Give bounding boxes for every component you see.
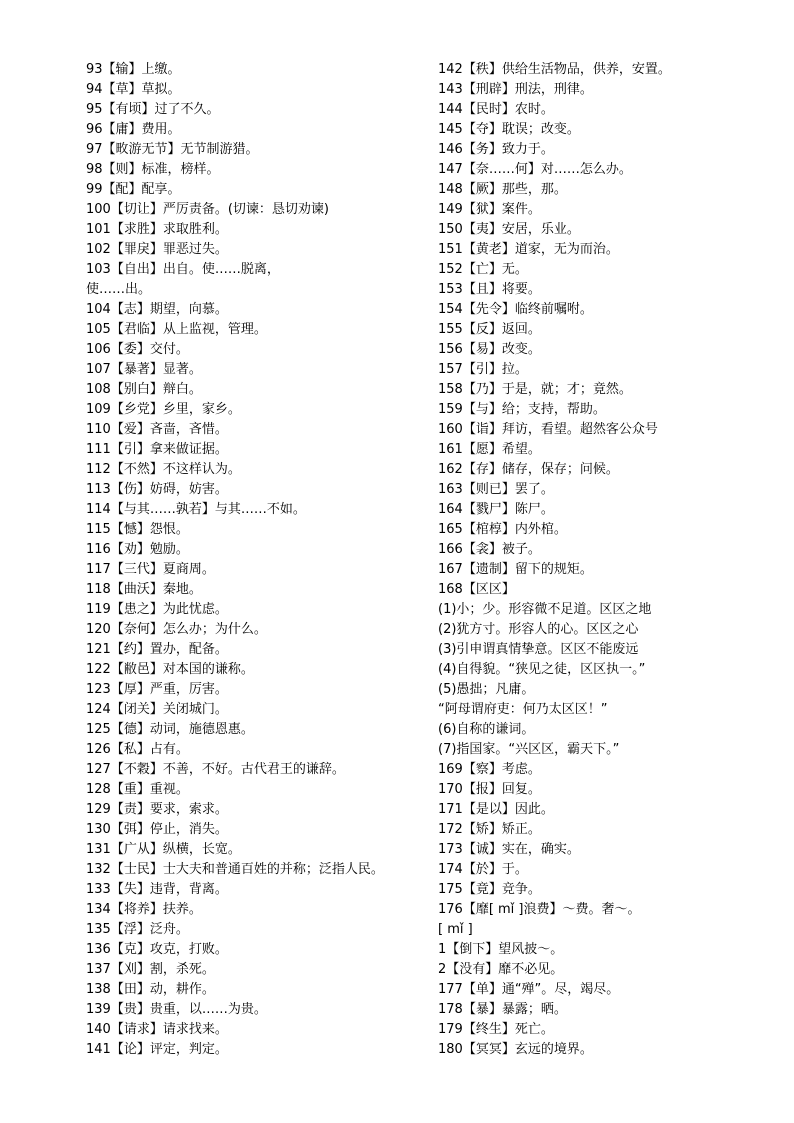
glossary-entry: 145【夺】耽误；改变。 bbox=[438, 122, 580, 137]
glossary-entry: 156【易】改变。 bbox=[438, 342, 541, 357]
glossary-entry: 129【责】要求，索求。 bbox=[86, 802, 228, 817]
glossary-entry: 110【爱】吝啬，吝惜。 bbox=[86, 422, 228, 437]
glossary-entry: 176【靡[ mǐ ]浪费】～费。奢～。 bbox=[438, 902, 641, 917]
glossary-entry: (7)指国家。“兴区区，霸天下。” bbox=[438, 742, 620, 757]
glossary-entry: 97【畋游无节】无节制游猎。 bbox=[86, 142, 259, 157]
glossary-entry: 120【奈何】怎么办；为什么。 bbox=[86, 622, 267, 637]
glossary-entry: 128【重】重视。 bbox=[86, 782, 189, 797]
glossary-entry: 171【是以】因此。 bbox=[438, 802, 554, 817]
glossary-entry: 105【君临】从上监视，管理。 bbox=[86, 322, 267, 337]
glossary-entry: 112【不然】不这样认为。 bbox=[86, 462, 241, 477]
glossary-entry: 140【请求】请求找来。 bbox=[86, 1022, 228, 1037]
glossary-entry: 174【於】于。 bbox=[438, 862, 528, 877]
glossary-entry: 177【单】通“殚”。尽，竭尽。 bbox=[438, 982, 620, 997]
glossary-entry: 164【戮尸】陈尸。 bbox=[438, 502, 554, 517]
glossary-entry: 169【察】考虑。 bbox=[438, 762, 541, 777]
glossary-entry: 142【秩】供给生活物品，供养，安置。 bbox=[438, 62, 671, 77]
glossary-entry: 99【配】配享。 bbox=[86, 182, 181, 197]
glossary-entry: 159【与】给；支持，帮助。 bbox=[438, 402, 606, 417]
glossary-entry: 121【约】置办，配备。 bbox=[86, 642, 228, 657]
glossary-entry: 107【暴著】显著。 bbox=[86, 362, 202, 377]
glossary-entry: 132【士民】士大夫和普通百姓的并称；泛指人民。 bbox=[86, 862, 384, 877]
glossary-entry: 170【报】回复。 bbox=[438, 782, 541, 797]
glossary-entry: 167【遗制】留下的规矩。 bbox=[438, 562, 593, 577]
glossary-entry: 153【且】将要。 bbox=[438, 282, 541, 297]
glossary-entry: 135【浮】泛舟。 bbox=[86, 922, 189, 937]
glossary-entry: 113【伤】妨碍，妨害。 bbox=[86, 482, 228, 497]
glossary-entry: 136【克】攻克，打败。 bbox=[86, 942, 228, 957]
glossary-entry: 111【引】拿来做证据。 bbox=[86, 442, 228, 457]
glossary-entry: 161【愿】希望。 bbox=[438, 442, 541, 457]
glossary-entry: 139【贵】贵重，以……为贵。 bbox=[86, 1002, 267, 1017]
glossary-entry: 114【与其……孰若】与其……不如。 bbox=[86, 502, 306, 517]
glossary-entry: 102【罪戾】罪恶过失。 bbox=[86, 242, 228, 257]
glossary-entry: (4)自得貌。“狭见之徒，区区执一。” bbox=[438, 662, 646, 677]
glossary-entry: 146【务】致力于。 bbox=[438, 142, 554, 157]
glossary-entry: 115【憾】怨恨。 bbox=[86, 522, 189, 537]
glossary-entry: (5)愚拙；凡庸。 bbox=[438, 682, 535, 697]
glossary-entry: 150【夷】安居，乐业。 bbox=[438, 222, 580, 237]
glossary-entry: 148【厥】那些，那。 bbox=[438, 182, 567, 197]
glossary-entry: 101【求胜】求取胜利。 bbox=[86, 222, 228, 237]
glossary-entry: 165【棺椁】内外棺。 bbox=[438, 522, 567, 537]
glossary-entry: 103【自出】出自。使……脱离， bbox=[86, 262, 280, 277]
glossary-entry: 100【切让】严厉责备。(切谏：恳切劝谏) bbox=[86, 202, 329, 217]
glossary-entry: 180【冥冥】玄远的境界。 bbox=[438, 1042, 593, 1057]
glossary-entry: (6)自称的谦词。 bbox=[438, 722, 535, 737]
glossary-entry: 123【厚】严重，厉害。 bbox=[86, 682, 228, 697]
glossary-entry: 使……出。 bbox=[86, 282, 152, 297]
glossary-entry: (3)引申谓真情挚意。区区不能废远 bbox=[438, 642, 639, 657]
glossary-entry: 127【不穀】不善，不好。古代君王的谦辞。 bbox=[86, 762, 345, 777]
glossary-entry: 151【黄老】道家，无为而治。 bbox=[438, 242, 619, 257]
left-column bbox=[86, 60, 426, 1060]
glossary-entry: 157【引】拉。 bbox=[438, 362, 528, 377]
glossary-entry: 116【劝】勉励。 bbox=[86, 542, 189, 557]
glossary-entry: 118【曲沃】秦地。 bbox=[86, 582, 202, 597]
glossary-entry: 94【草】草拟。 bbox=[86, 82, 181, 97]
glossary-entry: 109【乡党】乡里，家乡。 bbox=[86, 402, 241, 417]
glossary-entry: 152【亡】无。 bbox=[438, 262, 528, 277]
glossary-entry: 175【竟】竞争。 bbox=[438, 882, 541, 897]
glossary-entry: 155【反】返回。 bbox=[438, 322, 541, 337]
glossary-entry: “阿母谓府吏：何乃太区区！” bbox=[438, 702, 608, 717]
glossary-entry: 95【有顷】过了不久。 bbox=[86, 102, 220, 117]
glossary-entry: 124【闭关】关闭城门。 bbox=[86, 702, 228, 717]
glossary-entry: 137【刈】割，杀死。 bbox=[86, 962, 215, 977]
glossary-entry: 130【弭】停止，消失。 bbox=[86, 822, 228, 837]
glossary-entry: 108【别白】辩白。 bbox=[86, 382, 202, 397]
glossary-entry: (1)小；少。形容微不足道。区区之地 bbox=[438, 602, 652, 617]
glossary-entry: (2)犹方寸。形容人的心。区区之心 bbox=[438, 622, 639, 637]
glossary-entry: 179【终生】死亡。 bbox=[438, 1022, 554, 1037]
right-column bbox=[438, 60, 768, 1060]
glossary-entry: 149【狱】案件。 bbox=[438, 202, 541, 217]
glossary-entry: 1【倒下】望风披～。 bbox=[438, 942, 564, 957]
glossary-entry: 119【患之】为此忧虑。 bbox=[86, 602, 228, 617]
glossary-entry: 147【奈……何】对……怎么办。 bbox=[438, 162, 632, 177]
glossary-entry: 131【广从】纵横，长宽。 bbox=[86, 842, 241, 857]
glossary-entry: 138【田】动，耕作。 bbox=[86, 982, 215, 997]
glossary-entry: [ mǐ ] bbox=[438, 922, 473, 937]
glossary-entry: 98【则】标准，榜样。 bbox=[86, 162, 220, 177]
glossary-entry: 166【衾】被子。 bbox=[438, 542, 541, 557]
glossary-entry: 96【庸】费用。 bbox=[86, 122, 181, 137]
glossary-entry: 134【将养】扶养。 bbox=[86, 902, 202, 917]
glossary-entry: 160【诣】拜访，看望。超然客公众号 bbox=[438, 422, 658, 437]
glossary-entry: 162【存】储存，保存；问候。 bbox=[438, 462, 619, 477]
glossary-entry: 133【失】违背，背离。 bbox=[86, 882, 228, 897]
glossary-entry: 173【诚】实在，确实。 bbox=[438, 842, 580, 857]
glossary-entry: 93【输】上缴。 bbox=[86, 62, 181, 77]
glossary-entry: 122【敝邑】对本国的谦称。 bbox=[86, 662, 254, 677]
glossary-entry: 168【区区】 bbox=[438, 582, 515, 597]
glossary-entry: 158【乃】于是，就；才；竟然。 bbox=[438, 382, 632, 397]
glossary-entry: 104【志】期望，向慕。 bbox=[86, 302, 228, 317]
glossary-entry: 125【德】动词，施德恩惠。 bbox=[86, 722, 254, 737]
glossary-entry: 141【论】评定，判定。 bbox=[86, 1042, 228, 1057]
glossary-entry: 154【先令】临终前嘱咐。 bbox=[438, 302, 593, 317]
glossary-entry: 106【委】交付。 bbox=[86, 342, 189, 357]
glossary-entry: 143【刑辟】刑法，刑律。 bbox=[438, 82, 593, 97]
glossary-entry: 144【民时】农时。 bbox=[438, 102, 554, 117]
glossary-entry: 117【三代】夏商周。 bbox=[86, 562, 215, 577]
glossary-entry: 2【没有】靡不必见。 bbox=[438, 962, 564, 977]
glossary-entry: 163【则已】罢了。 bbox=[438, 482, 554, 497]
glossary-entry: 178【暴】暴露；晒。 bbox=[438, 1002, 567, 1017]
glossary-entry: 126【私】占有。 bbox=[86, 742, 189, 757]
glossary-entry: 172【矫】矫正。 bbox=[438, 822, 541, 837]
